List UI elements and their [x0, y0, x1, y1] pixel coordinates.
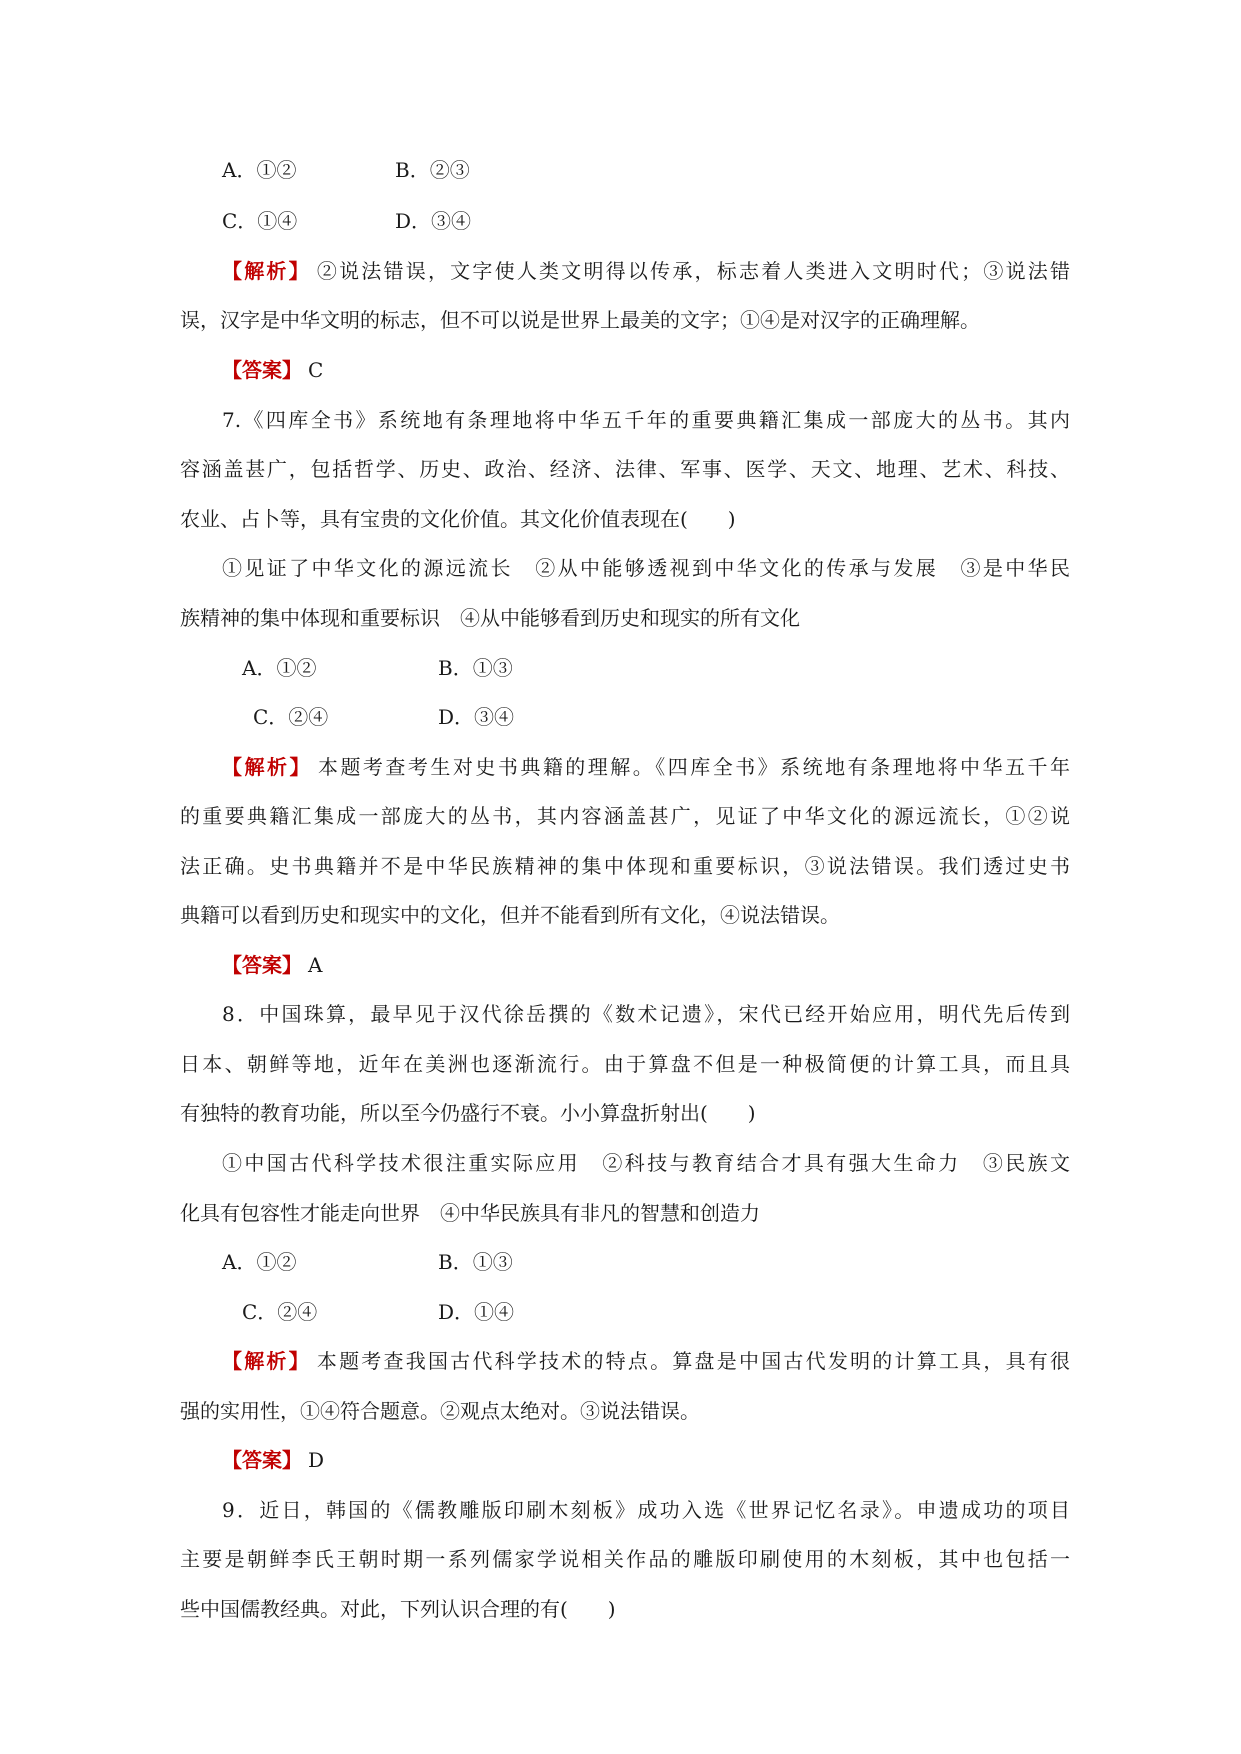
q7-option-c: C．②④ — [253, 705, 329, 729]
q8-option-c: C．②④ — [242, 1300, 318, 1324]
q8-stem-line-2: 日本、朝鲜等地，近年在美洲也逐渐流行。由于算盘不但是一种极简便的计算工具，而且具 — [180, 1052, 1070, 1076]
q6-analysis-line-1: 【解析】 ②说法错误，文字使人类文明得以传承，标志着人类进入文明时代；③说法错 — [222, 259, 1071, 283]
q6-answer-tag: 【答案】 — [222, 358, 302, 382]
q7-answer-tag: 【答案】 — [222, 953, 302, 977]
q9-stem-line-3: 些中国儒教经典。对此，下列认识合理的有( ) — [180, 1597, 616, 1621]
q7-stem-line-2: 容涵盖甚广，包括哲学、历史、政治、经济、法律、军事、医学、天文、地理、艺术、科技、 — [180, 457, 1070, 481]
q8-analysis-line-1: 【解析】 本题考查我国古代科学技术的特点。算盘是中国古代发明的计算工具，具有很 — [222, 1349, 1071, 1373]
q7-item-line-1: ①见证了中华文化的源远流长 ②从中能够透视到中华文化的传承与发展 ③是中华民 — [222, 556, 1070, 580]
q7-option-b: B．①③ — [438, 656, 513, 680]
q7-analysis-line-1: 【解析】 本题考查考生对史书典籍的理解。《四库全书》系统地有条理地将中华五千年 — [222, 755, 1071, 779]
q7-analysis-tag: 【解析】 — [222, 755, 312, 779]
q6-analysis-line-2: 误，汉字是中华文明的标志，但不可以说是世界上最美的文字；①④是对汉字的正确理解。 — [180, 308, 980, 332]
q8-stem-line-3: 有独特的教育功能，所以至今仍盛行不衰。小小算盘折射出( ) — [180, 1101, 756, 1125]
q7-analysis-line-4: 典籍可以看到历史和现实中的文化，但并不能看到所有文化，④说法错误。 — [180, 903, 840, 927]
q7-option-a: A．①② — [242, 656, 317, 680]
q7-analysis-line-2: 的重要典籍汇集成一部庞大的丛书，其内容涵盖甚广，见证了中华文化的源远流长，①②说 — [180, 804, 1070, 828]
q7-stem-line-3: 农业、占卜等，具有宝贵的文化价值。其文化价值表现在( ) — [180, 507, 736, 531]
q7-option-d: D．③④ — [438, 705, 515, 729]
q6-option-c: C．①④ — [222, 209, 298, 233]
q8-item-line-2: 化具有包容性才能走向世界 ④中华民族具有非凡的智慧和创造力 — [180, 1201, 760, 1225]
q8-analysis-line-2: 强的实用性，①④符合题意。②观点太绝对。③说法错误。 — [180, 1399, 700, 1423]
q7-item-line-2: 族精神的集中体现和重要标识 ④从中能够看到历史和现实的所有文化 — [180, 606, 800, 630]
q9-stem-line-2: 主要是朝鲜李氏王朝时期一系列儒家学说相关作品的雕版印刷使用的木刻板，其中也包括一 — [180, 1547, 1070, 1571]
q8-option-a: A．①② — [222, 1250, 297, 1274]
q7-analysis-line-3: 法正确。史书典籍并不是中华民族精神的集中体现和重要标识，③说法错误。我们透过史书 — [180, 854, 1070, 878]
q6-option-d: D．③④ — [395, 209, 472, 233]
q7-answer: 【答案】 A — [222, 953, 323, 977]
q6-analysis-tag: 【解析】 — [222, 259, 311, 283]
q6-option-b: B．②③ — [395, 158, 470, 182]
q8-analysis-tag: 【解析】 — [222, 1349, 311, 1373]
q8-stem-line-1: 8．中国珠算，最早见于汉代徐岳撰的《数术记遗》，宋代已经开始应用，明代先后传到 — [222, 1002, 1070, 1026]
q8-item-line-1: ①中国古代科学技术很注重实际应用 ②科技与教育结合才具有强大生命力 ③民族文 — [222, 1151, 1070, 1175]
q6-option-a: A．①② — [222, 158, 297, 182]
q8-answer: 【答案】 D — [222, 1448, 325, 1472]
q8-option-d: D．①④ — [438, 1300, 515, 1324]
q8-answer-tag: 【答案】 — [222, 1448, 302, 1472]
q8-option-b: B．①③ — [438, 1250, 513, 1274]
q6-answer: 【答案】 C — [222, 358, 324, 382]
q9-stem-line-1: 9．近日，韩国的《儒教雕版印刷木刻板》成功入选《世界记忆名录》。申遗成功的项目 — [222, 1498, 1070, 1522]
q7-stem-line-1: 7.《四库全书》系统地有条理地将中华五千年的重要典籍汇集成一部庞大的丛书。其内 — [222, 408, 1070, 432]
